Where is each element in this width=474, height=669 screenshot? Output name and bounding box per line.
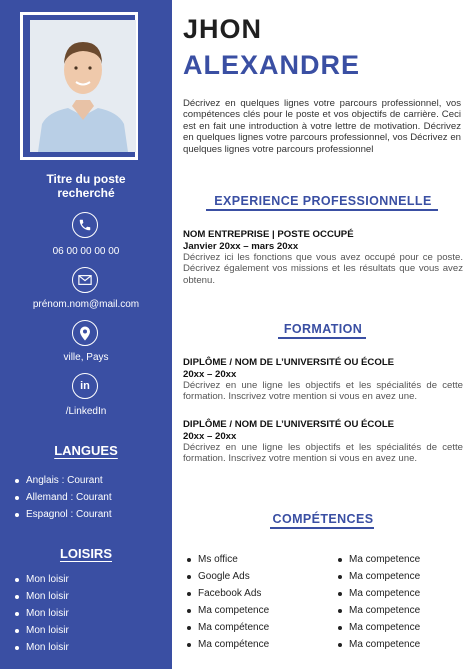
- linkedin-link[interactable]: /LinkedIn: [65, 406, 107, 417]
- formation-description: Décrivez en une ligne les objectifs et les spécialités de cette formation. Inscrivez votre mention si vous en avez une.: [183, 380, 463, 403]
- experience-title: NOM ENTREPRISE | POSTE OCCUPÉ: [183, 229, 354, 240]
- hobby-item: Mon loisir: [14, 639, 69, 656]
- skill-item: Ma competence: [336, 619, 420, 636]
- skill-item: Ma compétence: [185, 636, 269, 653]
- language-item: Espagnol : Courant: [14, 506, 112, 523]
- location: ville, Pays: [63, 352, 109, 363]
- skill-item: Ms office: [185, 551, 269, 568]
- skill-item: Ma competence: [185, 602, 269, 619]
- hobbies-list: [14, 571, 69, 656]
- skill-item: Ma competence: [336, 585, 420, 602]
- skill-item: Ma compétence: [185, 619, 269, 636]
- location-pin-icon: [72, 320, 98, 346]
- formation-heading: FORMATION: [283, 322, 363, 336]
- formation-title: DIPLÔME / NOM DE L’UNIVERSITÉ OU ÉCOLE: [183, 357, 395, 368]
- languages-list: [14, 472, 112, 523]
- experience-date: Janvier 20xx – mars 20xx: [183, 241, 299, 252]
- phone-number: 06 00 00 00 00: [52, 246, 120, 257]
- first-name: JHON: [183, 14, 263, 44]
- job-title-line1: Titre du poste: [46, 172, 126, 186]
- skill-item: Facebook Ads: [185, 585, 269, 602]
- experience-description: Décrivez ici les fonctions que vous avez occupé pour ce poste. Décrivez également vos missions et les résultats que vous avez obtenu.: [183, 252, 463, 286]
- language-item: Anglais : Courant: [14, 472, 112, 489]
- skill-item: Google Ads: [185, 568, 269, 585]
- experience-heading-rule: [206, 209, 438, 211]
- skills-heading: COMPÉTENCES: [272, 512, 374, 526]
- skills-list-right: [336, 551, 420, 653]
- intro-paragraph: Décrivez en quelques lignes votre parcours professionnel, vos compétences clés pour le poste et vos objectifs de carrière. Ceci est en fait une introduction à votre lettre de motivation. Décrivez en quelques lignes votre parcours professionnel, vos Décrivez en quelques lignes votre parcours professionnel: [183, 98, 461, 155]
- profile-photo-image: [30, 20, 136, 152]
- formation-date: 20xx – 20xx: [183, 369, 237, 380]
- profile-photo: [30, 20, 136, 152]
- job-title-line2: recherché: [57, 186, 115, 200]
- hobbies-heading: LOISIRS: [59, 546, 112, 561]
- phone-icon: [72, 212, 98, 238]
- skill-item: Ma competence: [336, 602, 420, 619]
- skills-heading-rule: [270, 527, 374, 529]
- hobby-item: Mon loisir: [14, 588, 69, 605]
- formation-date: 20xx – 20xx: [183, 431, 237, 442]
- mail-icon: [72, 267, 98, 293]
- linkedin-icon: in: [72, 373, 98, 399]
- language-item: Allemand : Courant: [14, 489, 112, 506]
- skill-item: Ma competence: [336, 568, 420, 585]
- hobby-item: Mon loisir: [14, 622, 69, 639]
- formation-heading-rule: [278, 337, 366, 339]
- skills-list-left: [185, 551, 269, 653]
- email-address: prénom.nom@mail.com: [32, 299, 140, 310]
- skill-item: Ma competence: [336, 636, 420, 653]
- skill-item: Ma competence: [336, 551, 420, 568]
- experience-heading: EXPERIENCE PROFESSIONNELLE: [214, 194, 432, 208]
- last-name: ALEXANDRE: [183, 50, 361, 80]
- formation-title: DIPLÔME / NOM DE L’UNIVERSITÉ OU ÉCOLE: [183, 419, 395, 430]
- job-title: [0, 172, 172, 200]
- hobby-item: Mon loisir: [14, 605, 69, 622]
- languages-heading: LANGUES: [54, 443, 118, 458]
- hobby-item: Mon loisir: [14, 571, 69, 588]
- sidebar: [0, 0, 172, 669]
- formation-description: Décrivez en une ligne les objectifs et les spécialités de cette formation. Inscrivez votre mention si vous en avez une.: [183, 442, 463, 465]
